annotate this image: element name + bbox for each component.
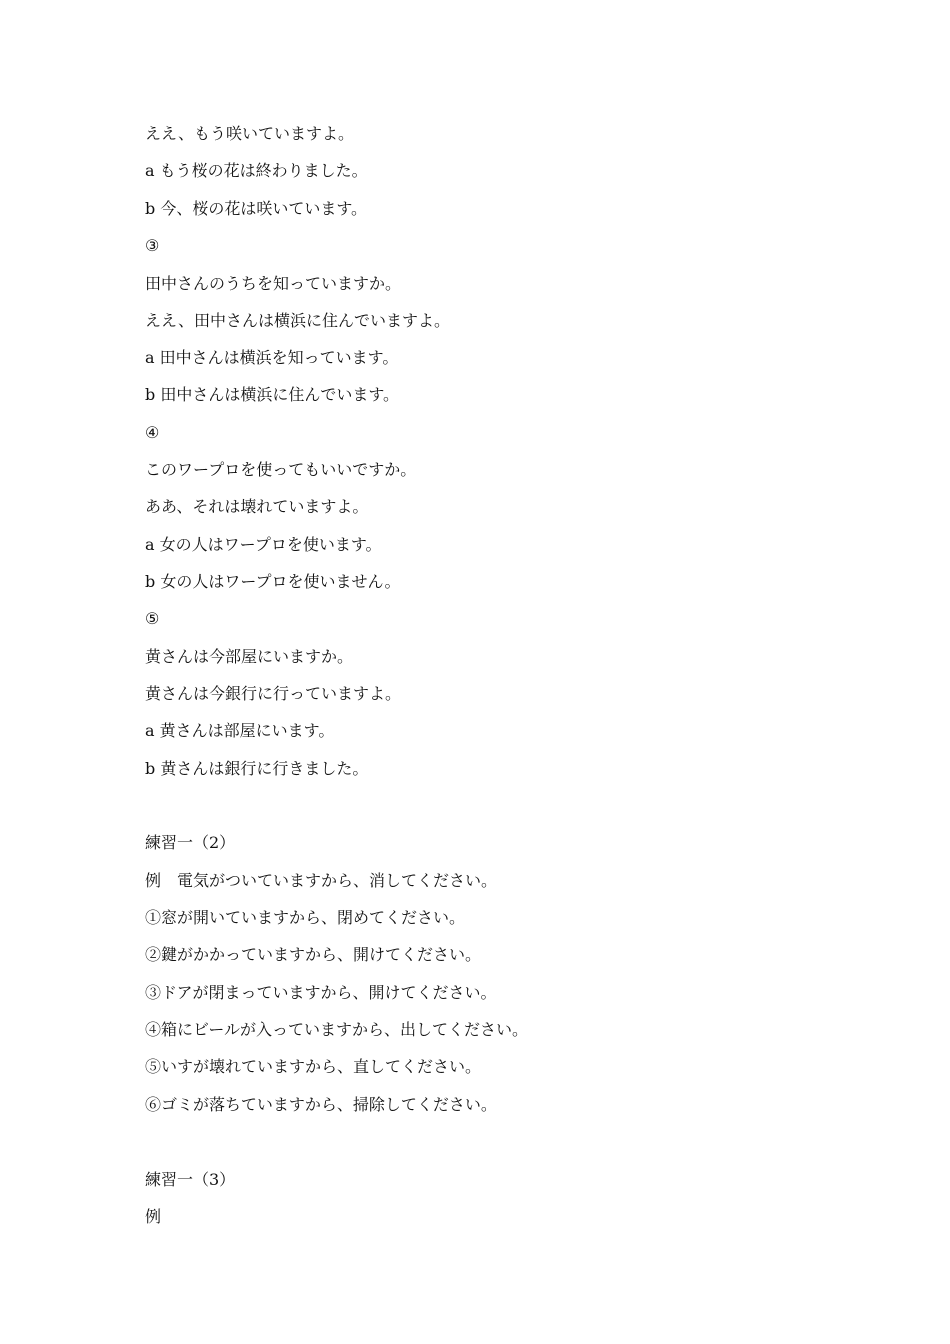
exercise-item: ③ドアが閉まっていますから、開けてください。 bbox=[145, 983, 497, 1002]
option-b: b 女の人はワープロを使いません。 bbox=[145, 572, 401, 591]
text-line: 田中さんのうちを知っていますか。 bbox=[145, 274, 402, 293]
example-line: 例 電気がついていますから、消してください。 bbox=[145, 871, 498, 890]
section-heading: 練習一（3） bbox=[145, 1170, 236, 1189]
text-line: ええ、田中さんは横浜に住んでいますよ。 bbox=[145, 311, 450, 330]
text-line: このワープロを使ってもいいですか。 bbox=[145, 460, 417, 479]
text-line: 黄さんは今銀行に行っていますよ。 bbox=[145, 684, 402, 703]
option-b: b 田中さんは横浜に住んでいます。 bbox=[145, 385, 400, 404]
option-a: a 女の人はワープロを使います。 bbox=[145, 535, 382, 554]
option-a: a もう桜の花は終わりました。 bbox=[145, 161, 368, 180]
text-line: ああ、それは壊れていますよ。 bbox=[145, 497, 369, 516]
question-number: ⑤ bbox=[145, 609, 160, 628]
option-b: b 今、桜の花は咲いています。 bbox=[145, 199, 368, 218]
exercise-item: ①窓が開いていますから、閉めてください。 bbox=[145, 908, 466, 927]
section-heading: 練習一（2） bbox=[145, 833, 236, 852]
exercise-item: ⑤いすが壊れていますから、直してください。 bbox=[145, 1057, 482, 1076]
exercise-item: ②鍵がかかっていますから、開けてください。 bbox=[145, 945, 482, 964]
text-line: 黄さんは今部屋にいますか。 bbox=[145, 647, 354, 666]
question-number: ④ bbox=[145, 423, 160, 442]
exercise-item: ⑥ゴミが落ちていますから、掃除してください。 bbox=[145, 1095, 497, 1114]
text-line: ええ、もう咲いていますよ。 bbox=[145, 124, 354, 143]
option-a: a 黄さんは部屋にいます。 bbox=[145, 721, 335, 740]
question-number: ③ bbox=[145, 236, 160, 255]
option-a: a 田中さんは横浜を知っています。 bbox=[145, 348, 399, 367]
example-line: 例 bbox=[145, 1207, 162, 1226]
option-b: b 黄さんは銀行に行きました。 bbox=[145, 759, 369, 778]
exercise-item: ④箱にビールが入っていますから、出してください。 bbox=[145, 1020, 529, 1039]
